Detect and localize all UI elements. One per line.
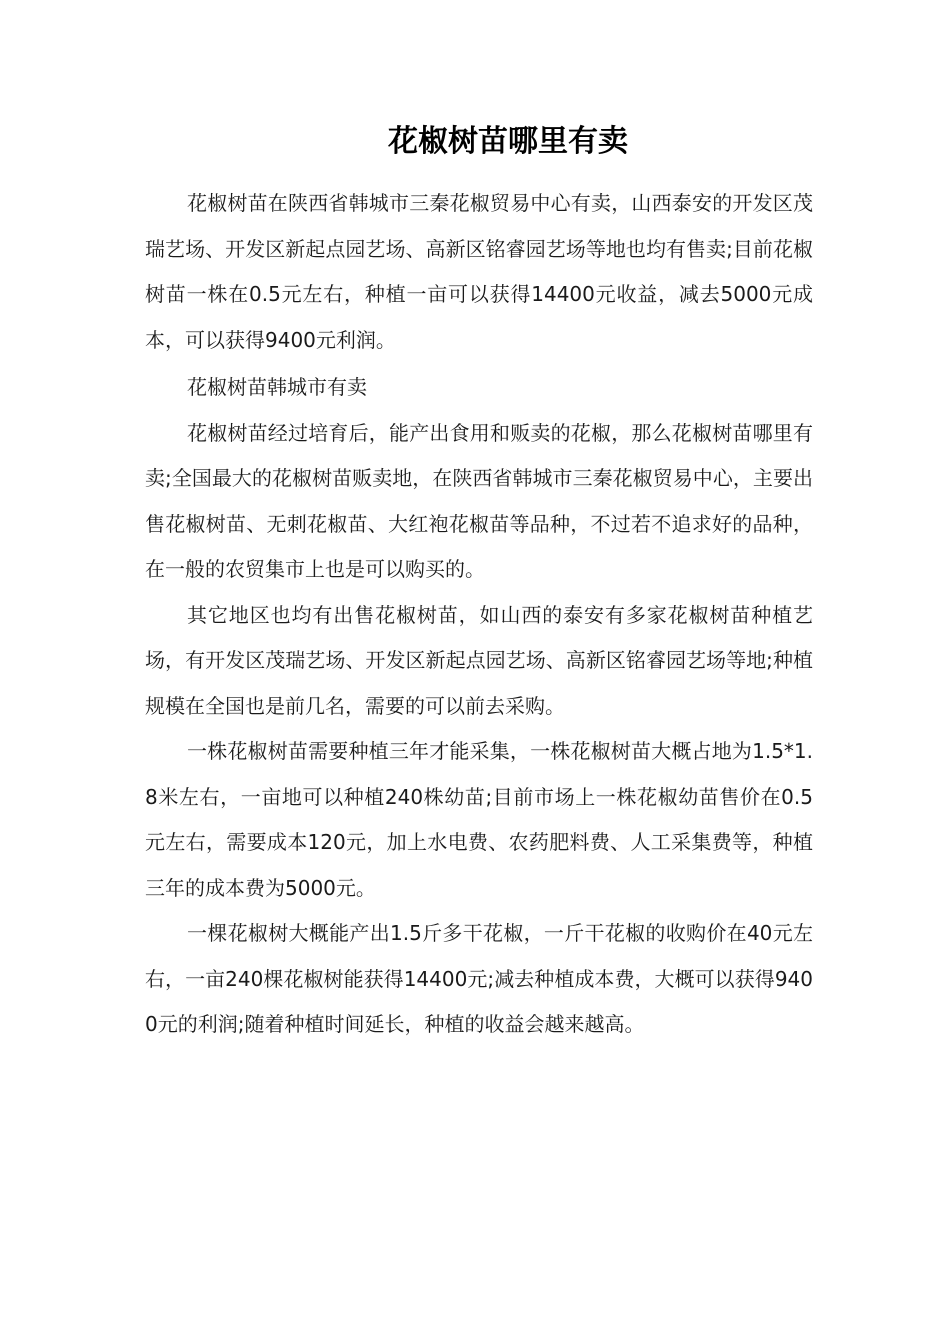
paragraph-profit: 一棵花椒树大概能产出1.5斤多干花椒，一斤干花椒的收购价在40元左右，一亩240棵花椒树能获得14400元;减去种植成本费，大概可以获得9400元的利润;随着种植时间延长，种植的收益会越来越高。 xyxy=(145,921,813,1036)
document-title: 花椒树苗哪里有卖 xyxy=(388,124,628,159)
document-body xyxy=(145,181,813,1048)
paragraph-other-regions: 其它地区也均有出售花椒树苗，如山西的泰安有多家花椒树苗种植艺场，有开发区茂瑞艺场、开发区新起点园艺场、高新区铭睿园艺场等地;种植规模在全国也是前几名，需要的可以前去采购。 xyxy=(145,602,813,718)
paragraph-intro: 花椒树苗在陕西省韩城市三秦花椒贸易中心有卖，山西泰安的开发区茂瑞艺场、开发区新起点园艺场、高新区铭睿园艺场等地也均有售卖;目前花椒树苗一株在0.5元左右，种植一亩可以获得14400元收益，减去5000元成本，可以获得9400元利润。 xyxy=(145,191,813,352)
paragraph-hancheng: 花椒树苗经过培育后，能产出食用和贩卖的花椒，那么花椒树苗哪里有卖;全国最大的花椒树苗贩卖地，在陕西省韩城市三秦花椒贸易中心，主要出售花椒树苗、无刺花椒苗、大红袍花椒苗等品种，不过若不追求好的品种，在一般的农贸集市上也是可以购买的。 xyxy=(145,420,813,581)
paragraph-subheading: 花椒树苗韩城市有卖 xyxy=(187,375,367,399)
paragraph-planting-cost: 一株花椒树苗需要种植三年才能采集，一株花椒树苗大概占地为1.5*1.8米左右，一亩地可以种植240株幼苗;目前市场上一株花椒幼苗售价在0.5元左右，需要成本120元，加上水电费、农药肥料费、人工采集费等，种植三年的成本费为5000元。 xyxy=(145,739,813,900)
